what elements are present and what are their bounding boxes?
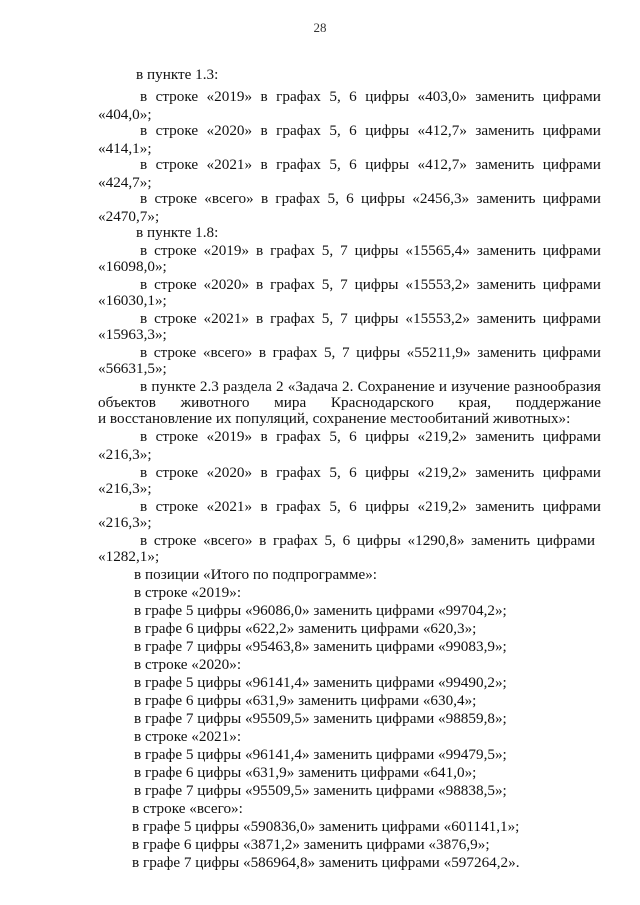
paragraph-line: «414,1»;: [98, 140, 152, 157]
word: «15565,4»: [405, 242, 470, 259]
word: цифрами: [542, 122, 601, 139]
word: 7: [340, 242, 348, 259]
word: цифрами: [542, 464, 601, 481]
word: заменить: [475, 498, 535, 515]
paragraph-line: в графе 6 цифры «631,9» заменить цифрами «641,0»;: [134, 764, 477, 781]
page-number: 28: [313, 20, 327, 35]
word: графах: [270, 310, 315, 327]
word: 5,: [329, 122, 341, 139]
word: заменить: [476, 310, 536, 327]
paragraph-line: «216,3»;: [98, 480, 152, 497]
paragraph-line: [140, 88, 601, 106]
word: 2.: [342, 378, 354, 395]
word: графах: [276, 156, 321, 173]
word: «всего»: [204, 190, 254, 207]
word: «2019»: [203, 242, 250, 259]
word: в: [260, 88, 268, 105]
word: строке: [155, 428, 199, 445]
word: 5,: [321, 310, 334, 327]
paragraph-line: «404,0»;: [98, 106, 152, 123]
word: графах: [276, 464, 321, 481]
paragraph-line: [140, 242, 601, 260]
paragraph-line: [140, 428, 601, 446]
word: в: [260, 122, 268, 139]
word: цифры: [365, 122, 410, 139]
word: цифрами: [542, 88, 601, 105]
word: в: [258, 344, 267, 361]
paragraph-line: [140, 464, 601, 482]
word: графах: [270, 276, 315, 293]
word: в: [140, 122, 148, 139]
word: цифры: [365, 428, 410, 445]
word: 7: [340, 276, 348, 293]
word: «219,2»: [417, 498, 467, 515]
word: цифрами: [542, 428, 601, 445]
word: «55211,9»: [406, 344, 471, 361]
word: «2456,3»: [412, 190, 470, 207]
paragraph-line: в графе 7 цифры «95509,5» заменить цифрами «98838,5»;: [134, 782, 507, 799]
word: графах: [275, 190, 321, 207]
word: в: [140, 242, 148, 259]
word: 7: [340, 310, 348, 327]
paragraph-line: [140, 344, 601, 362]
word: «412,7»: [417, 156, 467, 173]
word: в: [140, 156, 148, 173]
paragraph-line: «1282,1»;: [98, 548, 160, 565]
word: «15553,2»: [405, 310, 470, 327]
word: в: [140, 88, 148, 105]
word: «403,0»: [417, 88, 467, 105]
word: цифрами: [542, 276, 601, 293]
word: в: [140, 498, 148, 515]
word: Краснодарского: [330, 394, 434, 411]
word: в: [140, 428, 148, 445]
paragraph-line: «16030,1»;: [98, 292, 167, 309]
word: цифры: [365, 498, 410, 515]
word: строке: [153, 532, 197, 549]
word: 6: [349, 498, 357, 515]
word: 6: [349, 156, 357, 173]
word: «2020»: [206, 464, 253, 481]
word: в: [260, 428, 268, 445]
word: цифры: [365, 88, 410, 105]
word: цифры: [354, 242, 399, 259]
word: заменить: [475, 156, 535, 173]
paragraph-line: в графе 6 цифры «3871,2» заменить цифрами «3876,9»;: [132, 836, 490, 853]
word: графах: [272, 344, 318, 361]
word: в: [260, 498, 268, 515]
paragraph-line: [140, 156, 601, 174]
word: 6: [346, 190, 354, 207]
word: цифрами: [542, 242, 601, 259]
word: заменить: [476, 242, 536, 259]
word: цифрами: [542, 190, 601, 207]
word: цифры: [365, 156, 410, 173]
word: в: [140, 276, 148, 293]
paragraph-line: «216,3»;: [98, 514, 152, 531]
word: 6: [349, 122, 357, 139]
word: объектов: [98, 394, 156, 411]
word: цифры: [354, 276, 399, 293]
word: строке: [154, 276, 197, 293]
word: цифрами: [542, 498, 601, 515]
word: в: [260, 156, 268, 173]
paragraph-line: в строке «2020»:: [134, 656, 242, 673]
paragraph-line: [140, 498, 601, 516]
word: в: [140, 344, 148, 361]
word: в: [140, 378, 148, 395]
word: цифры: [361, 190, 405, 207]
word: «всего»: [203, 532, 253, 549]
paragraph-line: «15963,3»;: [98, 326, 167, 343]
word: в: [256, 310, 264, 327]
word: в: [140, 464, 148, 481]
word: 6: [349, 428, 357, 445]
word: «2021»: [206, 156, 253, 173]
word: цифрами: [536, 532, 595, 549]
word: графах: [276, 122, 321, 139]
word: цифрами: [542, 310, 601, 327]
word: разнообразия: [514, 378, 601, 395]
word: в: [140, 532, 148, 549]
word: заменить: [475, 428, 535, 445]
word: заменить: [477, 344, 537, 361]
word: заменить: [475, 122, 535, 139]
word: заменить: [476, 276, 536, 293]
word: Сохранение: [357, 378, 435, 395]
word: строке: [155, 88, 199, 105]
word: «2021»: [203, 310, 250, 327]
word: в: [260, 464, 268, 481]
word: 6: [349, 88, 357, 105]
paragraph-line: [140, 276, 601, 294]
paragraph-line: «2470,7»;: [98, 208, 160, 225]
word: графах: [276, 88, 321, 105]
word: поддержание: [515, 394, 601, 411]
paragraph-line: в графе 7 цифры «586964,8» заменить цифрами «597264,2».: [132, 854, 520, 871]
word: заменить: [476, 190, 536, 207]
word: 5,: [324, 532, 336, 549]
word: в: [256, 242, 264, 259]
word: животного: [180, 394, 250, 411]
word: 5,: [329, 88, 341, 105]
word: заменить: [475, 464, 535, 481]
word: 6: [342, 532, 351, 549]
word: цифры: [354, 310, 399, 327]
word: и: [438, 378, 447, 395]
word: заменить: [475, 88, 535, 105]
paragraph-line: в графе 7 цифры «95463,8» заменить цифрами «99083,9»;: [134, 638, 507, 655]
word: цифрами: [542, 344, 601, 361]
paragraph-line: в графе 5 цифры «96141,4» заменить цифрами «99479,5»;: [134, 746, 507, 763]
word: строке: [155, 498, 199, 515]
word: строке: [153, 344, 197, 361]
word: «2020»: [206, 122, 253, 139]
word: «15553,2»: [405, 276, 470, 293]
word: цифры: [356, 344, 401, 361]
word: графах: [276, 428, 321, 445]
paragraph-line: в графе 6 цифры «622,2» заменить цифрами «620,3»;: [134, 620, 477, 637]
word: заменить: [471, 532, 531, 549]
word: «Задача: [287, 378, 338, 395]
word: цифрами: [542, 156, 601, 173]
paragraph-line: [140, 122, 601, 140]
word: 5,: [329, 428, 341, 445]
word: строке: [154, 310, 197, 327]
word: «219,2»: [417, 464, 467, 481]
word: 2: [275, 378, 284, 395]
word: 5,: [323, 344, 336, 361]
word: 5,: [329, 156, 341, 173]
paragraph-line: в строке «2021»:: [134, 728, 242, 745]
word: цифры: [365, 464, 410, 481]
paragraph-line: [140, 532, 595, 550]
paragraph-line: в графе 7 цифры «95509,5» заменить цифрами «98859,8»;: [134, 710, 507, 727]
word: мира: [274, 394, 307, 411]
word: 5,: [321, 242, 334, 259]
word: в: [260, 190, 269, 207]
word: в: [259, 532, 267, 549]
word: 6: [349, 464, 357, 481]
paragraph-line: в строке «всего»:: [132, 800, 243, 817]
word: «2019»: [206, 88, 253, 105]
paragraph-line: [140, 190, 601, 208]
word: «412,7»: [417, 122, 467, 139]
word: строке: [155, 122, 199, 139]
word: «219,2»: [417, 428, 467, 445]
word: 5,: [329, 498, 341, 515]
word: «2019»: [206, 428, 253, 445]
word: пункте: [151, 378, 196, 395]
word: графах: [270, 242, 315, 259]
word: строке: [154, 242, 197, 259]
paragraph-line: в пункте 1.3:: [136, 66, 219, 83]
word: края,: [458, 394, 492, 411]
word: строке: [155, 464, 199, 481]
word: 2.3: [199, 378, 219, 395]
paragraph-line: в графе 5 цифры «590836,0» заменить цифрами «601141,1»;: [132, 818, 520, 835]
paragraph-line: в строке «2019»:: [134, 584, 242, 601]
word: «2021»: [206, 498, 253, 515]
paragraph-line: «424,7»;: [98, 174, 152, 191]
paragraph-line: и восстановление их популяций, сохранение местообитаний животных»:: [98, 410, 571, 427]
word: «2020»: [203, 276, 250, 293]
paragraph-line: «16098,0»;: [98, 258, 167, 275]
word: 7: [341, 344, 350, 361]
word: 5,: [329, 464, 341, 481]
word: цифры: [356, 532, 401, 549]
word: в: [140, 190, 148, 207]
paragraph-line: в позиции «Итого по подпрограмме»:: [134, 566, 378, 583]
paragraph-line: «56631,5»;: [98, 360, 167, 377]
word: раздела: [222, 378, 272, 395]
word: графах: [276, 498, 321, 515]
word: графах: [273, 532, 318, 549]
paragraph-line: в графе 6 цифры «631,9» заменить цифрами «630,4»;: [134, 692, 477, 709]
word: в: [256, 276, 264, 293]
word: 5,: [327, 190, 339, 207]
word: 5,: [321, 276, 334, 293]
word: «1290,8»: [407, 532, 465, 549]
paragraph-line: [140, 310, 601, 328]
word: изучение: [451, 378, 510, 395]
paragraph-line: «216,3»;: [98, 446, 152, 463]
paragraph-line: в пункте 1.8:: [136, 224, 219, 241]
word: строке: [155, 156, 199, 173]
word: в: [140, 310, 148, 327]
word: «всего»: [202, 344, 253, 361]
word: строке: [154, 190, 197, 207]
paragraph-line: в графе 5 цифры «96086,0» заменить цифрами «99704,2»;: [134, 602, 507, 619]
paragraph-line: в графе 5 цифры «96141,4» заменить цифрами «99490,2»;: [134, 674, 507, 691]
